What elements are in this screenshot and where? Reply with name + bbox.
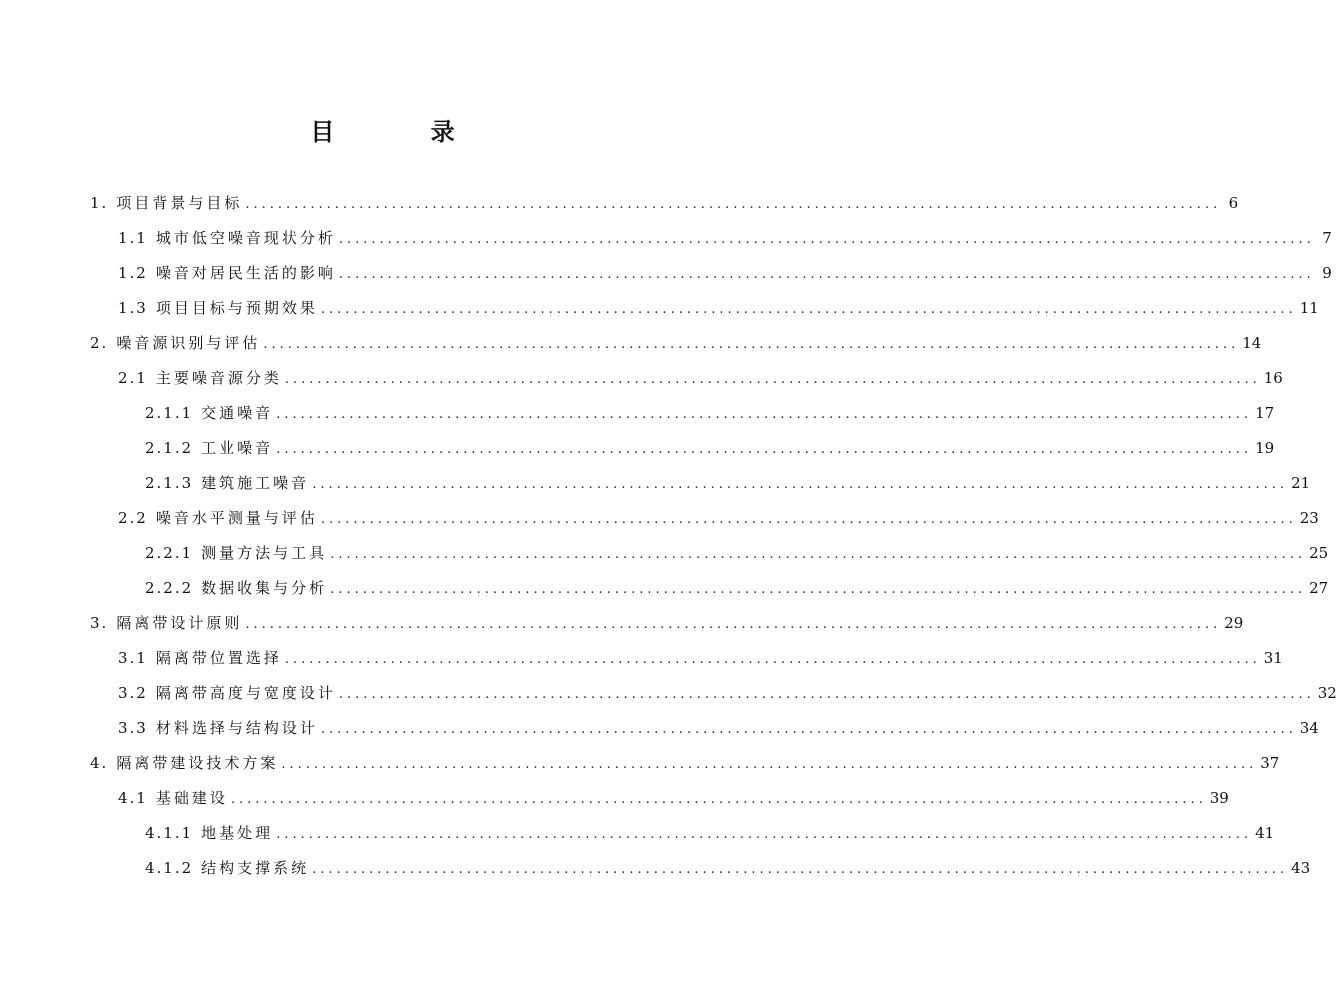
- toc-entry-page-number: 31: [1263, 649, 1283, 667]
- toc-entry-label: 结构支撑系统: [201, 859, 310, 877]
- toc-leader-dots: ........................................................................................................................: [330, 582, 1307, 597]
- toc-leader-dots: ........................................................................................................................: [276, 442, 1253, 457]
- toc-entry[interactable]: [145, 542, 1329, 566]
- toc-entry-page-number: 29: [1224, 614, 1244, 632]
- toc-entry-label: 噪音对居民生活的影响: [155, 264, 336, 282]
- toc-leader-dots: ........................................................................................................................: [320, 722, 1297, 737]
- toc-entry-label: 测量方法与工具: [201, 544, 328, 562]
- toc-entry-label: 材料选择与结构设计: [155, 719, 318, 737]
- toc-leader-dots: ........................................................................................................................: [281, 757, 1258, 772]
- toc-leader-dots: ........................................................................................................................: [245, 617, 1222, 632]
- toc-leader-dots: ........................................................................................................................: [330, 547, 1307, 562]
- toc-entry-number: 2.1.2: [145, 439, 194, 457]
- toc-leader-dots: ........................................................................................................................: [312, 862, 1289, 877]
- toc-entry-page-number: 9: [1322, 264, 1332, 282]
- toc-entry-page-number: 25: [1309, 544, 1329, 562]
- toc-entry-number: 4.: [90, 754, 109, 772]
- toc-entry-page-number: 34: [1299, 719, 1319, 737]
- toc-entry-number: 1.3: [118, 299, 148, 317]
- toc-entry[interactable]: [118, 787, 1229, 811]
- toc-leader-dots: ........................................................................................................................: [338, 232, 1315, 247]
- toc-entry-number: 4.1: [118, 789, 148, 807]
- toc-entry-label: 建筑施工噪音: [201, 474, 310, 492]
- toc-leader-dots: ........................................................................................................................: [338, 267, 1315, 282]
- toc-entry-number: 2.1.1: [145, 404, 194, 422]
- toc-leader-dots: ........................................................................................................................: [245, 197, 1222, 212]
- toc-entry-number: 1.1: [118, 229, 148, 247]
- toc-entry-page-number: 41: [1255, 824, 1275, 842]
- toc-entry-number: 4.1.1: [145, 824, 194, 842]
- toc-entry-label: 项目背景与目标: [116, 194, 243, 212]
- toc-leader-dots: ........................................................................................................................: [263, 337, 1240, 352]
- toc-entry-number: 3.3: [118, 719, 148, 737]
- toc-entry[interactable]: [145, 577, 1329, 601]
- toc-entry-number: 2.1: [118, 369, 148, 387]
- toc-entry[interactable]: [118, 682, 1337, 706]
- toc-entry[interactable]: [145, 822, 1275, 846]
- toc-entry-label: 噪音源识别与评估: [116, 334, 261, 352]
- toc-entry[interactable]: [118, 647, 1283, 671]
- toc-entry-page-number: 16: [1263, 369, 1283, 387]
- toc-entry[interactable]: [118, 262, 1332, 286]
- toc-entry-label: 交通噪音: [201, 404, 274, 422]
- toc-entry-label: 工业噪音: [201, 439, 274, 457]
- toc-entry-page-number: 37: [1260, 754, 1280, 772]
- toc-entry-label: 主要噪音源分类: [155, 369, 282, 387]
- toc-entry-label: 地基处理: [201, 824, 274, 842]
- toc-entry-page-number: 21: [1291, 474, 1311, 492]
- toc-entry[interactable]: [145, 857, 1311, 881]
- toc-entry[interactable]: [90, 332, 1262, 356]
- toc-leader-dots: ........................................................................................................................: [284, 652, 1261, 667]
- toc-entry[interactable]: [118, 227, 1332, 251]
- toc-entry-number: 2.1.3: [145, 474, 194, 492]
- toc-entry[interactable]: [145, 402, 1275, 426]
- toc-entry[interactable]: [118, 297, 1319, 321]
- toc-entry-number: 1.2: [118, 264, 148, 282]
- toc-entry-label: 城市低空噪音现状分析: [155, 229, 336, 247]
- toc-entry-page-number: 23: [1299, 509, 1319, 527]
- toc-entry[interactable]: [90, 192, 1239, 216]
- toc-entry-number: 2.2.1: [145, 544, 194, 562]
- toc-entry-number: 4.1.2: [145, 859, 194, 877]
- toc-entry[interactable]: [145, 472, 1311, 496]
- toc-leader-dots: ........................................................................................................................: [284, 372, 1261, 387]
- toc-entry[interactable]: [90, 752, 1280, 776]
- toc-leader-dots: ........................................................................................................................: [276, 827, 1253, 842]
- toc-entry-label: 隔离带位置选择: [155, 649, 282, 667]
- toc-entry[interactable]: [90, 612, 1244, 636]
- toc-entry-label: 隔离带建设技术方案: [116, 754, 279, 772]
- toc-entry-number: 1.: [90, 194, 109, 212]
- toc-entry-page-number: 32: [1317, 684, 1337, 702]
- toc-entry-number: 2.2.2: [145, 579, 194, 597]
- toc-entry[interactable]: [118, 367, 1283, 391]
- toc-entry-label: 项目目标与预期效果: [155, 299, 318, 317]
- toc-entry-page-number: 7: [1322, 229, 1332, 247]
- toc-entry-page-number: 19: [1255, 439, 1275, 457]
- toc-entry-label: 隔离带设计原则: [116, 614, 243, 632]
- toc-entry-page-number: 39: [1209, 789, 1229, 807]
- toc-entry-number: 2.: [90, 334, 109, 352]
- toc-entry-page-number: 6: [1228, 194, 1239, 212]
- toc-entry-number: 3.2: [118, 684, 148, 702]
- toc-entry-label: 基础建设: [155, 789, 228, 807]
- toc-leader-dots: ........................................................................................................................: [312, 477, 1289, 492]
- toc-entry[interactable]: [145, 437, 1275, 461]
- toc-entry-label: 数据收集与分析: [201, 579, 328, 597]
- toc-entry-page-number: 43: [1291, 859, 1311, 877]
- toc-entry-page-number: 11: [1299, 299, 1319, 317]
- toc-entry[interactable]: [118, 717, 1319, 741]
- toc-title: 目 录: [310, 118, 499, 146]
- toc-leader-dots: ........................................................................................................................: [320, 512, 1297, 527]
- toc-entry-page-number: 27: [1309, 579, 1329, 597]
- toc-leader-dots: ........................................................................................................................: [276, 407, 1253, 422]
- toc-leader-dots: ........................................................................................................................: [230, 792, 1207, 807]
- toc-entry-number: 2.2: [118, 509, 148, 527]
- toc-entry-page-number: 14: [1242, 334, 1262, 352]
- toc-entry-number: 3.1: [118, 649, 148, 667]
- toc-entry-label: 噪音水平测量与评估: [155, 509, 318, 527]
- toc-entry-label: 隔离带高度与宽度设计: [155, 684, 336, 702]
- toc-leader-dots: ........................................................................................................................: [338, 687, 1315, 702]
- toc-entry[interactable]: [118, 507, 1319, 531]
- toc-entry-page-number: 17: [1255, 404, 1275, 422]
- toc-leader-dots: ........................................................................................................................: [320, 302, 1297, 317]
- toc-entry-number: 3.: [90, 614, 109, 632]
